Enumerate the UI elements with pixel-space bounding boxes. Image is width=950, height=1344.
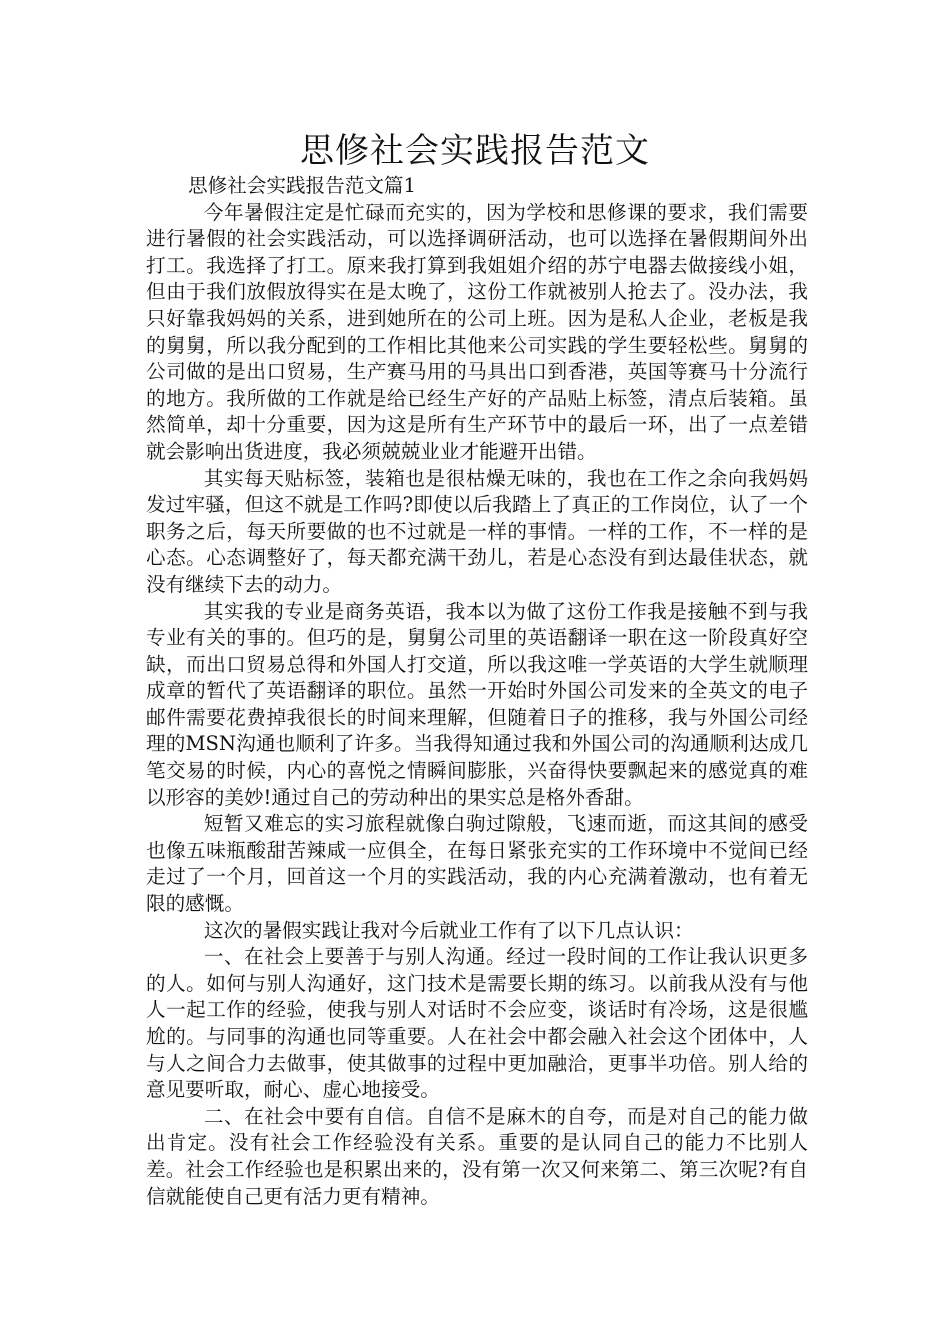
- paragraph-7: 二、在社会中要有自信。自信不是麻木的自夸，而是对自己的能力做出肯定。没有社会工作经验没有关系。重要的是认同自己的能力不比别人差。社会工作经验也是积累出来的，没有第一次又何来第二、第三次呢?有自信就能使自己更有活力更有精神。: [146, 1104, 808, 1208]
- document-title: 思修社会实践报告范文: [300, 131, 650, 171]
- paragraph-2: 其实每天贴标签，装箱也是很枯燥无味的，我也在工作之余向我妈妈发过牢骚，但这不就是工作吗?即使以后我踏上了真正的工作岗位，认了一个职务之后，每天所要做的也不过就是一样的事情。一样的工作，不一样的是心态。心态调整好了，每天都充满干劲儿，若是心态没有到达最佳状态，就没有继续下去的动力。: [146, 466, 808, 596]
- paragraph-6: 一、在社会上要善于与别人沟通。经过一段时间的工作让我认识更多的人。如何与别人沟通好，这门技术是需要长期的练习。以前我从没有与他人一起工作的经验，使我与别人对话时不会应变，谈话时有冷场，这是很尴尬的。与同事的沟通也同等重要。人在社会中都会融入社会这个团体中，人与人之间合力去做事，使其做事的过程中更加融洽，更事半功倍。别人给的意见要听取，耐心、虚心地接受。: [146, 945, 808, 1102]
- paragraph-4: 短暂又难忘的实习旅程就像白驹过隙般，飞速而逝，而这其间的感受也像五味瓶酸甜苦辣咸一应俱全，在每日紧张充实的工作环境中不觉间已经走过了一个月，回首这一个月的实践活动，我的内心充满着激动，也有着无限的感慨。: [146, 812, 808, 916]
- section-heading: 思修社会实践报告范文篇1: [188, 174, 416, 197]
- paragraph-3: 其实我的专业是商务英语，我本以为做了这份工作我是接触不到与我专业有关的事的。但巧的是，舅舅公司里的英语翻译一职在这一阶段真好空缺，而出口贸易总得和外国人打交道，所以我这唯一学英语的大学生就顺理成章的暂代了英语翻译的职位。虽然一开始时外国公司发来的全英文的电子邮件需要花费掉我很长的时间来理解，但随着日子的推移，我与外国公司经理的MSN沟通也顺利了许多。当我得知通过我和外国公司的沟通顺利达成几笔交易的时候，内心的喜悦之情瞬间膨胀，兴奋得快要飘起来的感觉真的难以形容的美妙!通过自己的劳动种出的果实总是格外香甜。: [146, 599, 808, 809]
- paragraph-1: 今年暑假注定是忙碌而充实的，因为学校和思修课的要求，我们需要进行暑假的社会实践活动，可以选择调研活动，也可以选择在暑假期间外出打工。我选择了打工。原来我打算到我姐姐介绍的苏宁电器去做接线小姐，但由于我们放假放得实在是太晚了，这份工作就被别人抢去了。没办法，我只好靠我妈妈的关系，进到她所在的公司上班。因为是私人企业，老板是我的舅舅，所以我分配到的工作相比其他来公司实践的学生要轻松些。舅舅的公司做的是出口贸易，生产赛马用的马具出口到香港，英国等赛马十分流行的地方。我所做的工作就是给已经生产好的产品贴上标签，清点后装箱。虽然简单，却十分重要，因为这是所有生产环节中的最后一环，出了一点差错就会影响出货进度，我必须兢兢业业才能避开出错。: [146, 200, 808, 463]
- paragraph-5: 这次的暑假实践让我对今后就业工作有了以下几点认识：: [203, 918, 694, 942]
- document-body: [146, 173, 808, 1210]
